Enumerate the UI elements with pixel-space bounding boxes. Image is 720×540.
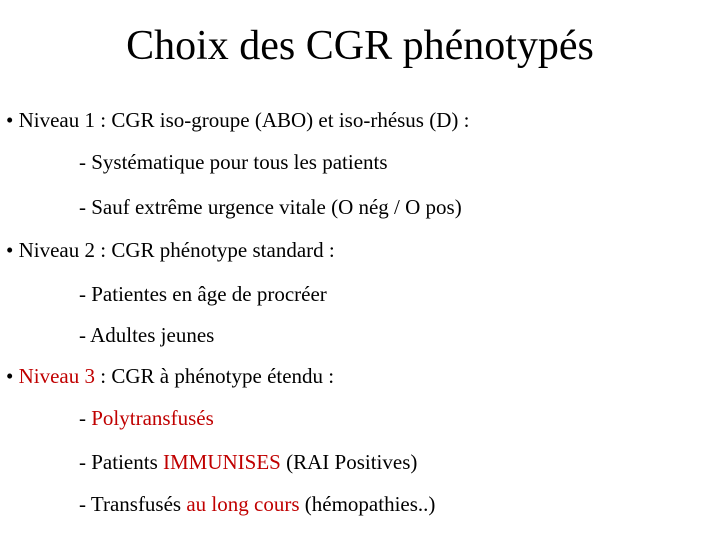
level-1-item-1: - Systématique pour tous les patients [79, 150, 388, 174]
level-3-description: : CGR à phénotype étendu : [95, 364, 335, 388]
level-2-description: : CGR phénotype standard : [95, 238, 335, 262]
item-suffix: (RAI Positives) [280, 450, 418, 474]
item-highlight: Polytransfusés [91, 406, 214, 430]
slide-title: Choix des CGR phénotypés [126, 23, 594, 69]
item-prefix: - Transfusés [79, 492, 187, 516]
level-1-heading [6, 107, 469, 133]
level-1-description: : CGR iso-groupe (ABO) et iso-rhésus (D) : [95, 108, 470, 132]
item-prefix: - Patients [79, 450, 163, 474]
item-prefix: - [79, 406, 92, 430]
bullet: • [6, 108, 14, 132]
level-2-item-2: - Adultes jeunes [79, 323, 215, 347]
item-suffix: (hémopathies..) [299, 492, 436, 516]
level-2-item-1: - Patientes en âge de procréer [79, 282, 327, 306]
level-1-item-2: - Sauf extrême urgence vitale (O nég / O pos) [79, 195, 462, 219]
level-3-item-3 [79, 491, 435, 517]
bullet: • [6, 364, 14, 388]
item-highlight: IMMUNISES [163, 450, 281, 474]
level-2-heading [6, 237, 335, 263]
level-1-name: Niveau 1 [18, 108, 96, 132]
level-3-item-1 [79, 405, 214, 431]
level-2-name: Niveau 2 [18, 238, 96, 262]
bullet: • [6, 238, 14, 262]
level-3-name: Niveau 3 [18, 364, 96, 388]
level-3-heading [6, 363, 334, 389]
level-3-item-2 [79, 449, 417, 475]
item-highlight: au long cours [186, 492, 300, 516]
